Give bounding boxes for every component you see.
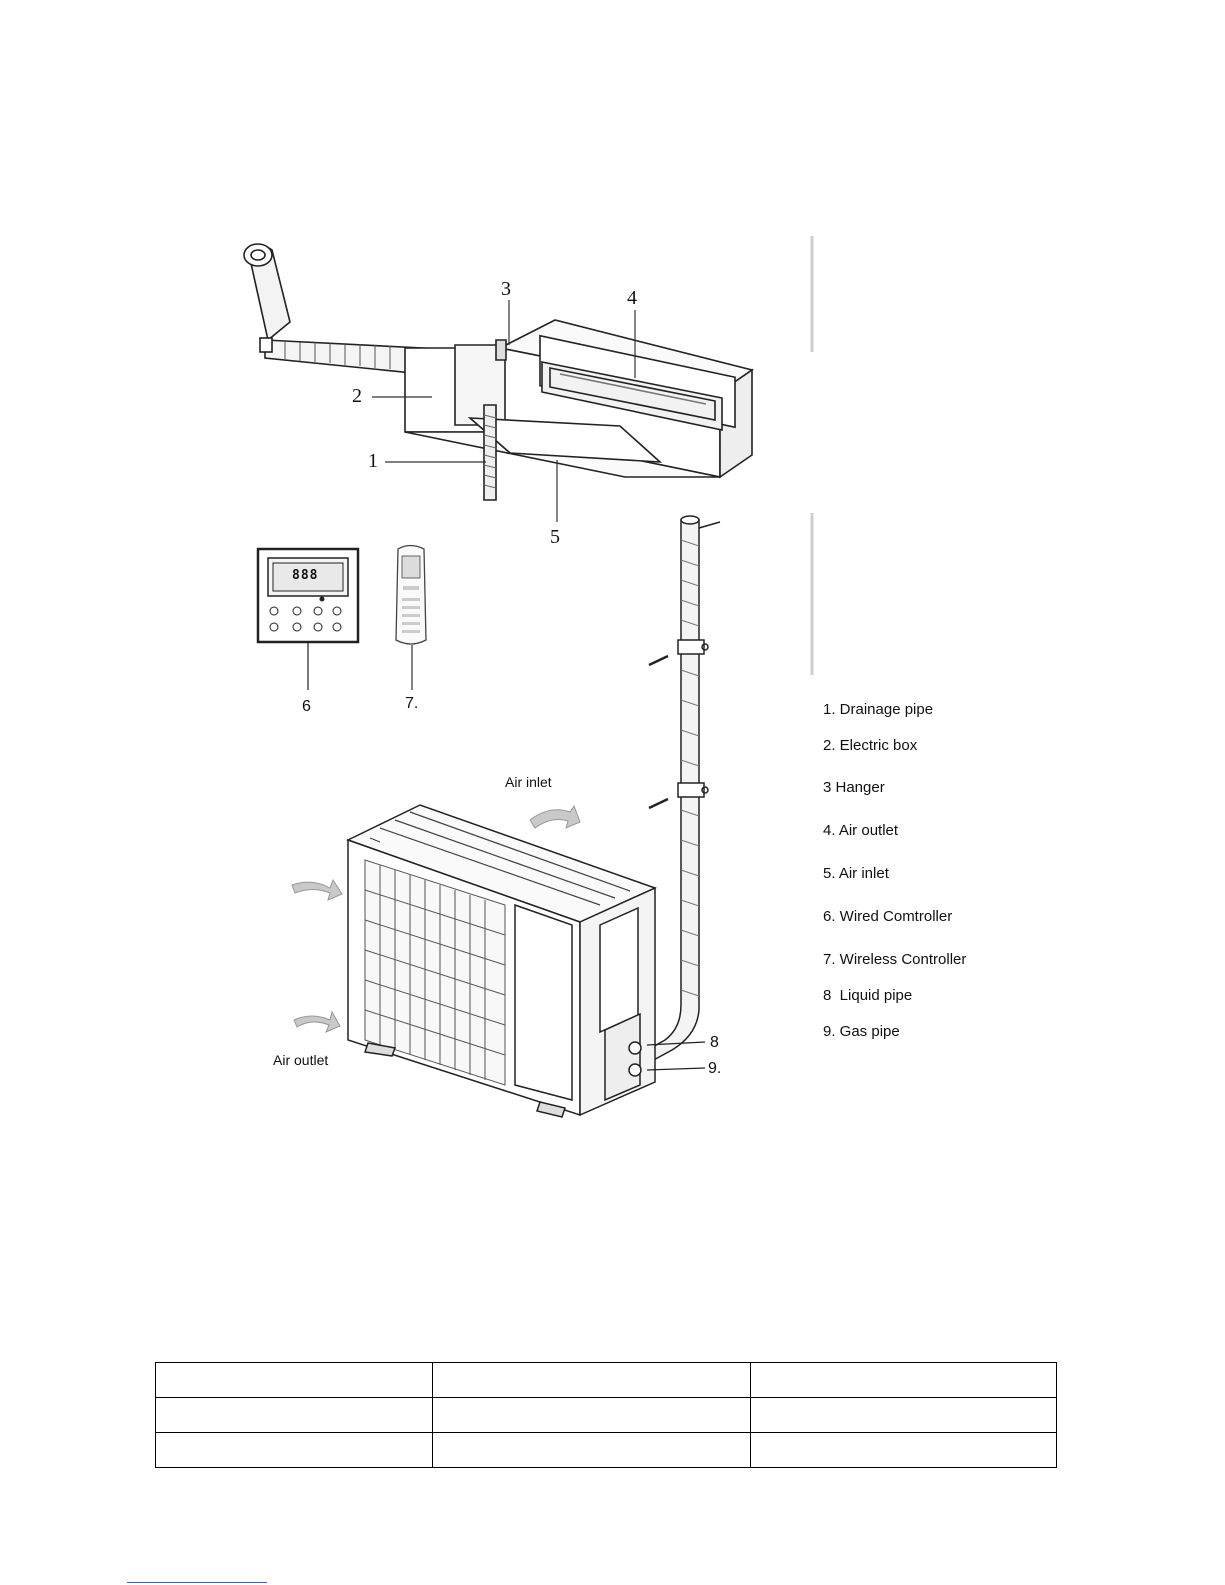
table-cell (751, 1363, 1057, 1398)
callout-7: 7. (405, 695, 419, 712)
table-cell (156, 1433, 433, 1468)
table-cell (751, 1398, 1057, 1433)
indoor-unit (244, 244, 752, 522)
legend-item-4: 4. Air outlet (823, 822, 899, 839)
air-outlet-label: Air outlet (273, 1052, 329, 1068)
callout-4: 4 (627, 287, 637, 309)
callout-1: 1 (368, 450, 378, 472)
legend-item-3: 3 Hanger (823, 779, 885, 796)
table-cell (751, 1433, 1057, 1468)
legend-item-2: 2. Electric box (823, 737, 918, 754)
table-cell (433, 1398, 751, 1433)
table-row (156, 1433, 1057, 1468)
drainage-pipe (484, 405, 496, 500)
spec-table (155, 1362, 1057, 1468)
callout-8: 8 (710, 1034, 719, 1051)
callout-9: 9. (708, 1060, 722, 1077)
table-row (156, 1398, 1057, 1433)
legend-item-1: 1. Drainage pipe (823, 701, 934, 718)
legend-item-8: 8 Liquid pipe (823, 987, 913, 1004)
outdoor-unit (348, 805, 705, 1117)
air-inlet-label: Air inlet (505, 774, 552, 790)
callout-2: 2 (352, 385, 362, 407)
footer-link-underline (127, 1582, 267, 1583)
table-cell (156, 1398, 433, 1433)
indoor-unit-body (405, 320, 752, 477)
legend-item-5: 5. Air inlet (823, 865, 889, 882)
callout-3: 3 (501, 278, 511, 300)
legend-item-9: 9. Gas pipe (823, 1023, 900, 1040)
wireless-controller (396, 546, 426, 691)
callout-6: 6 (302, 698, 311, 715)
legend-item-7: 7. Wireless Controller (823, 951, 967, 968)
table-cell (156, 1363, 433, 1398)
wired-controller-display: 888 (292, 568, 319, 583)
legend-item-6: 6. Wired Comtroller (823, 908, 953, 925)
callout-5: 5 (550, 526, 560, 548)
table-cell (433, 1363, 751, 1398)
table-cell (433, 1433, 751, 1468)
table-row (156, 1363, 1057, 1398)
